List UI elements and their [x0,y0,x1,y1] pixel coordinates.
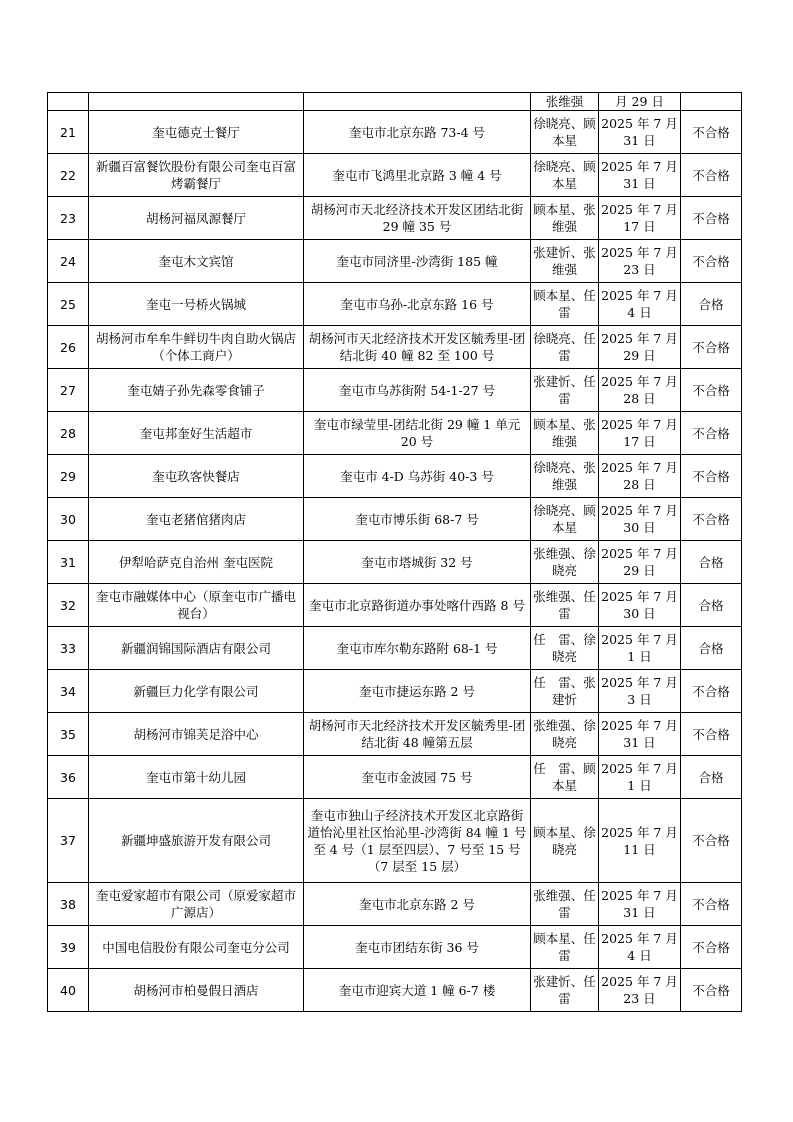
cell-no: 33 [48,627,89,670]
cell-date: 2025 年 7 月 30 日 [599,498,681,541]
cell-inspectors: 张建忻、任 雷 [531,969,599,1012]
cell-result: 不合格 [681,111,742,154]
table-row [48,541,742,584]
cell-no: 38 [48,883,89,926]
table-row [48,756,742,799]
cell-address: 胡杨河市天北经济技术开发区毓秀里-团结北街 48 幢第五层 [304,713,531,756]
cell-address: 奎屯市同济里-沙湾街 185 幢 [304,240,531,283]
cell-result: 不合格 [681,498,742,541]
cell-inspectors: 徐晓亮、任 雷 [531,326,599,369]
table-row [48,455,742,498]
cell-result: 不合格 [681,455,742,498]
cell-name: 伊犁哈萨克自治州 奎屯医院 [89,541,304,584]
cell-address: 奎屯市塔城街 32 号 [304,541,531,584]
cell-result: 不合格 [681,240,742,283]
cell-address: 奎屯市库尔勒东路附 68-1 号 [304,627,531,670]
table-row [48,240,742,283]
cell-result: 合格 [681,756,742,799]
table-row [48,283,742,326]
cell-no: 30 [48,498,89,541]
cell-inspectors: 张建忻、张维强 [531,240,599,283]
table-body [48,93,742,1012]
cell-date: 2025 年 7 月 30 日 [599,584,681,627]
cell-inspectors: 张维强、徐晓亮 [531,541,599,584]
cell-name: 奎屯婧子孙先森零食铺子 [89,369,304,412]
cell-no: 24 [48,240,89,283]
cell-inspectors: 顾本星、任 雷 [531,283,599,326]
cell-date: 2025 年 7 月 23 日 [599,969,681,1012]
cell-address: 奎屯市乌孙-北京东路 16 号 [304,283,531,326]
cell-inspectors: 顾本星、张维强 [531,412,599,455]
cell-date: 月 29 日 [599,93,681,111]
cell-date: 2025 年 7 月 4 日 [599,283,681,326]
cell-name: 奎屯邦奎好生活超市 [89,412,304,455]
cell-no: 35 [48,713,89,756]
cell-no: 36 [48,756,89,799]
table-row [48,197,742,240]
cell-name: 奎屯爱家超市有限公司（原爱家超市广源店） [89,883,304,926]
table-row [48,111,742,154]
table-row [48,498,742,541]
cell-address: 奎屯市绿莹里-团结北街 29 幢 1 单元 20 号 [304,412,531,455]
cell-date: 2025 年 7 月 23 日 [599,240,681,283]
cell-name: 奎屯市融媒体中心（原奎屯市广播电视台） [89,584,304,627]
table-row [48,883,742,926]
cell-no: 29 [48,455,89,498]
cell-date: 2025 年 7 月 3 日 [599,670,681,713]
cell-name: 胡杨河福凤源餐厅 [89,197,304,240]
cell-no: 25 [48,283,89,326]
cell-result: 不合格 [681,670,742,713]
cell-date: 2025 年 7 月 31 日 [599,111,681,154]
cell-address: 奎屯市北京东路 73-4 号 [304,111,531,154]
cell-no [48,93,89,111]
table-row [48,969,742,1012]
cell-date: 2025 年 7 月 29 日 [599,541,681,584]
cell-name: 奎屯玖客快餐店 [89,455,304,498]
cell-address: 胡杨河市天北经济技术开发区毓秀里-团结北街 40 幢 82 至 100 号 [304,326,531,369]
cell-no: 32 [48,584,89,627]
cell-result: 不合格 [681,926,742,969]
cell-address [304,93,531,111]
cell-result: 不合格 [681,197,742,240]
table-row [48,926,742,969]
cell-date: 2025 年 7 月 29 日 [599,326,681,369]
cell-result: 不合格 [681,412,742,455]
cell-inspectors: 任 雷、张建忻 [531,670,599,713]
table-row [48,713,742,756]
cell-address: 奎屯市金波园 75 号 [304,756,531,799]
cell-inspectors: 徐晓亮、顾本星 [531,111,599,154]
cell-name: 奎屯市第十幼儿园 [89,756,304,799]
cell-inspectors: 张建忻、任 雷 [531,369,599,412]
cell-date: 2025 年 7 月 17 日 [599,197,681,240]
table-row [48,799,742,883]
cell-date: 2025 年 7 月 1 日 [599,627,681,670]
table-row [48,369,742,412]
cell-name: 奎屯老猪倌猪肉店 [89,498,304,541]
cell-result: 合格 [681,584,742,627]
cell-address: 奎屯市捷运东路 2 号 [304,670,531,713]
cell-name: 新疆巨力化学有限公司 [89,670,304,713]
cell-name: 新疆润锦国际酒店有限公司 [89,627,304,670]
table-row [48,412,742,455]
cell-address: 奎屯市北京东路 2 号 [304,883,531,926]
cell-result: 不合格 [681,154,742,197]
cell-date: 2025 年 7 月 11 日 [599,799,681,883]
cell-result: 合格 [681,283,742,326]
cell-inspectors: 徐晓亮、顾本星 [531,154,599,197]
cell-result: 不合格 [681,883,742,926]
cell-address: 奎屯市 4-D 乌苏街 40-3 号 [304,455,531,498]
cell-no: 26 [48,326,89,369]
cell-no: 40 [48,969,89,1012]
cell-inspectors: 张维强、任 雷 [531,883,599,926]
cell-inspectors: 张维强、徐晓亮 [531,713,599,756]
cell-inspectors: 顾本星、徐晓亮 [531,799,599,883]
cell-date: 2025 年 7 月 4 日 [599,926,681,969]
inspection-table [47,92,742,1012]
cell-result: 不合格 [681,799,742,883]
cell-inspectors: 张维强、任 雷 [531,584,599,627]
cell-result: 合格 [681,627,742,670]
cell-inspectors: 顾本星、张维强 [531,197,599,240]
cell-name: 奎屯木文宾馆 [89,240,304,283]
cell-inspectors: 任 雷、徐晓亮 [531,627,599,670]
cell-name: 胡杨河市锦芙足浴中心 [89,713,304,756]
cell-result: 不合格 [681,969,742,1012]
cell-date: 2025 年 7 月 1 日 [599,756,681,799]
cell-date: 2025 年 7 月 28 日 [599,455,681,498]
cell-no: 22 [48,154,89,197]
cell-address: 胡杨河市天北经济技术开发区团结北街 29 幢 35 号 [304,197,531,240]
cell-name [89,93,304,111]
cell-result: 不合格 [681,326,742,369]
cell-no: 27 [48,369,89,412]
cell-result: 合格 [681,541,742,584]
cell-no: 39 [48,926,89,969]
cell-address: 奎屯市乌苏街附 54-1-27 号 [304,369,531,412]
cell-inspectors: 徐晓亮、顾本星 [531,498,599,541]
cell-name: 新疆百富餐饮股份有限公司奎屯百富烤霸餐厅 [89,154,304,197]
cell-name: 胡杨河市柏曼假日酒店 [89,969,304,1012]
table-row [48,584,742,627]
table-row [48,154,742,197]
table-row [48,326,742,369]
cell-inspectors: 顾本星、任 雷 [531,926,599,969]
cell-no: 21 [48,111,89,154]
table-row-continued [48,93,742,111]
cell-result [681,93,742,111]
cell-name: 胡杨河市牟牟牛鲜切牛肉自助火锅店（个体工商户） [89,326,304,369]
cell-name: 奎屯一号桥火锅城 [89,283,304,326]
cell-address: 奎屯市独山子经济技术开发区北京路街道怡沁里社区怡沁里-沙湾街 84 幢 1 号至 4 号（1 层至四层）、7 号至 15 号（7 层至 15 层） [304,799,531,883]
cell-no: 28 [48,412,89,455]
cell-address: 奎屯市飞鸿里北京路 3 幢 4 号 [304,154,531,197]
table-row [48,627,742,670]
cell-date: 2025 年 7 月 31 日 [599,154,681,197]
cell-result: 不合格 [681,369,742,412]
cell-no: 37 [48,799,89,883]
cell-date: 2025 年 7 月 31 日 [599,713,681,756]
cell-no: 23 [48,197,89,240]
cell-address: 奎屯市迎宾大道 1 幢 6-7 楼 [304,969,531,1012]
cell-address: 奎屯市北京路街道办事处喀什西路 8 号 [304,584,531,627]
table-row [48,670,742,713]
cell-date: 2025 年 7 月 17 日 [599,412,681,455]
cell-no: 31 [48,541,89,584]
cell-address: 奎屯市团结东街 36 号 [304,926,531,969]
cell-inspectors: 张维强 [531,93,599,111]
cell-name: 新疆坤盛旅游开发有限公司 [89,799,304,883]
cell-date: 2025 年 7 月 28 日 [599,369,681,412]
cell-address: 奎屯市博乐街 68-7 号 [304,498,531,541]
cell-inspectors: 任 雷、顾本星 [531,756,599,799]
cell-inspectors: 徐晓亮、张维强 [531,455,599,498]
cell-result: 不合格 [681,713,742,756]
cell-date: 2025 年 7 月 31 日 [599,883,681,926]
cell-name: 奎屯德克士餐厅 [89,111,304,154]
cell-no: 34 [48,670,89,713]
cell-name: 中国电信股份有限公司奎屯分公司 [89,926,304,969]
